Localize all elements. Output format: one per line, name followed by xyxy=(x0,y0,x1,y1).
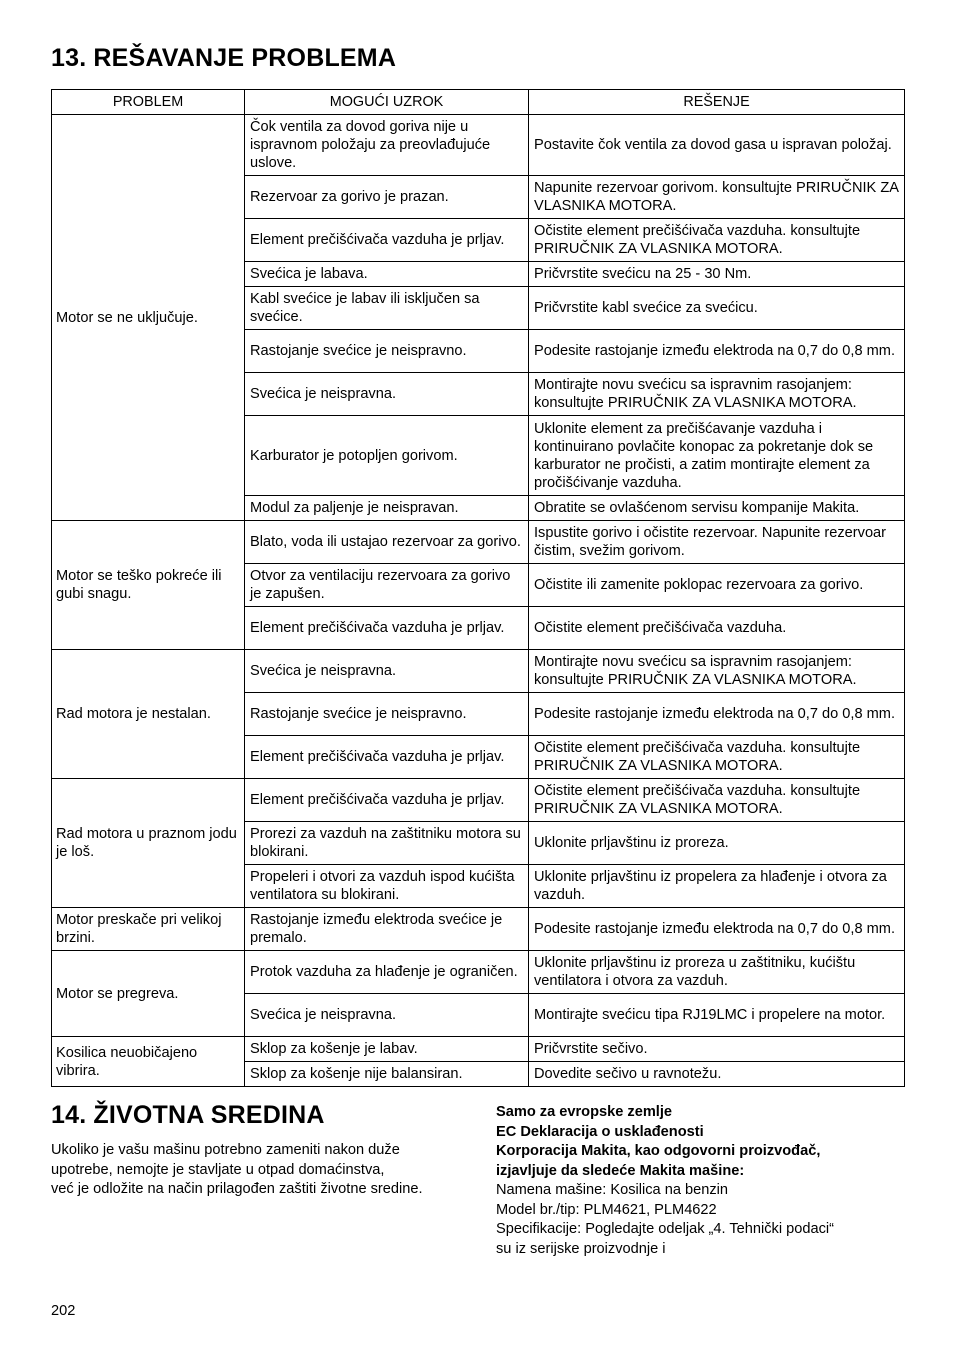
ec-bold-line: Korporacija Makita, kao odgovorni proizvođač, xyxy=(496,1143,821,1159)
ec-bold-line: EC Deklaracija o usklađenosti xyxy=(496,1123,704,1140)
troubleshooting-table xyxy=(51,89,905,1087)
ec-line: Specifikacije: Pogledajte odeljak „4. Tehnički podaci“ xyxy=(496,1221,835,1237)
solution-cell: Podesite rastojanje između elektroda na 0,7 do 0,8 mm. xyxy=(529,693,905,736)
ec-line: Namena mašine: Kosilica na benzin xyxy=(496,1182,729,1198)
cause-cell: Blato, voda ili ustajao rezervoar za gorivo. xyxy=(245,521,529,564)
ec-line: su iz serijske proizvodnje i xyxy=(496,1240,666,1257)
solution-cell: Pričvrstite svećicu na 25 - 30 Nm. xyxy=(529,262,905,287)
table-row xyxy=(52,115,905,176)
problem-cell: Motor se pregreva. xyxy=(52,951,245,1037)
cause-cell: Sklop za košenje je labav. xyxy=(245,1037,529,1062)
solution-cell: Pričvrstite sečivo. xyxy=(529,1037,905,1062)
page-number: 202 xyxy=(51,1303,76,1319)
solution-cell: Očistite element prečišćivača vazduha. xyxy=(529,607,905,650)
solution-cell: Ispustite gorivo i očistite rezervoar. Napunite rezervoar čistim, svežim gorivom. xyxy=(529,521,905,564)
section-14-number: 14. xyxy=(51,1101,87,1129)
paragraph-line: upotrebe, nemojte je stavljate u otpad domaćinstva, xyxy=(51,1161,385,1178)
solution-cell: Obratite se ovlašćenom servisu kompanije Makita. xyxy=(529,496,905,521)
column-header-solution: REŠENJE xyxy=(529,90,905,115)
cause-cell: Element prečišćivača vazduha je prljav. xyxy=(245,736,529,779)
solution-cell: Dovedite sečivo u ravnotežu. xyxy=(529,1062,905,1087)
section-13-number: 13. xyxy=(51,44,87,72)
cause-cell: Prorezi za vazduh na zaštitniku motora su blokirani. xyxy=(245,822,529,865)
cause-cell: Kabl svećice je labav ili isključen sa svećice. xyxy=(245,287,529,330)
section-14-title: ŽIVOTNA SREDINA xyxy=(93,1101,325,1129)
paragraph-line: već je odložite na način prilagođen zaštiti životne sredine. xyxy=(51,1181,423,1197)
problem-cell: Rad motora u praznom jodu je loš. xyxy=(52,779,245,908)
cause-cell: Svećica je neispravna. xyxy=(245,373,529,416)
cause-cell: Otvor za ventilaciju rezervoara za gorivo je zapušen. xyxy=(245,564,529,607)
cause-cell: Element prečišćivača vazduha je prljav. xyxy=(245,779,529,822)
cause-cell: Svećica je labava. xyxy=(245,262,529,287)
cause-cell: Svećica je neispravna. xyxy=(245,994,529,1037)
table-row xyxy=(52,1037,905,1062)
problem-cell: Motor se teško pokreće ili gubi snagu. xyxy=(52,521,245,650)
table-row xyxy=(52,951,905,994)
solution-cell: Pričvrstite kabl svećice za svećicu. xyxy=(529,287,905,330)
solution-cell: Uklonite prljavštinu iz proreza. xyxy=(529,822,905,865)
table-row xyxy=(52,521,905,564)
cause-cell: Karburator je potopljen gorivom. xyxy=(245,416,529,496)
cause-cell: Sklop za košenje nije balansiran. xyxy=(245,1062,529,1087)
problem-cell: Motor se ne uključuje. xyxy=(52,115,245,521)
solution-cell: Očistite element prečišćivača vazduha. konsultujte PRIRUČNIK ZA VLASNIKA MOTORA. xyxy=(529,736,905,779)
problem-cell: Motor preskače pri velikoj brzini. xyxy=(52,908,245,951)
table-row xyxy=(52,650,905,693)
table-body xyxy=(52,115,905,1087)
cause-cell: Protok vazduha za hlađenje je ograničen. xyxy=(245,951,529,994)
solution-cell: Postavite čok ventila za dovod gasa u ispravan položaj. xyxy=(529,115,905,176)
solution-cell: Uklonite prljavštinu iz propelera za hlađenje i otvora za vazduh. xyxy=(529,865,905,908)
table-row xyxy=(52,779,905,822)
section-13-heading xyxy=(51,44,396,73)
solution-cell: Podesite rastojanje između elektroda na 0,7 do 0,8 mm. xyxy=(529,908,905,951)
table-row xyxy=(52,908,905,951)
cause-cell: Rastojanje svećice je neispravno. xyxy=(245,330,529,373)
ec-bold-line: Samo za evropske zemlje xyxy=(496,1104,673,1120)
solution-cell: Montirajte novu svećicu sa ispravnim rasojanjem: konsultujte PRIRUČNIK ZA VLASNIKA MOTORA. xyxy=(529,373,905,416)
cause-cell: Rezervoar za gorivo je prazan. xyxy=(245,176,529,219)
column-header-cause: MOGUĆI UZROK xyxy=(245,90,529,115)
ec-bold-line: izjavljuje da sledeće Makita mašine: xyxy=(496,1162,745,1179)
cause-cell: Modul za paljenje je neispravan. xyxy=(245,496,529,521)
table-header-row xyxy=(52,90,905,115)
solution-cell: Montirajte novu svećicu sa ispravnim rasojanjem: konsultujte PRIRUČNIK ZA VLASNIKA MOTORA. xyxy=(529,650,905,693)
cause-cell: Element prečišćivača vazduha je prljav. xyxy=(245,219,529,262)
solution-cell: Uklonite prljavštinu iz proreza u zaštitniku, kućištu ventilatora i otvora za vazduh. xyxy=(529,951,905,994)
paragraph-line: Ukoliko je vašu mašinu potrebno zameniti nakon duže xyxy=(51,1142,400,1158)
cause-cell: Čok ventila za dovod goriva nije u ispravnom položaju za preovlađujuće uslove. xyxy=(245,115,529,176)
cause-cell: Propeleri i otvori za vazduh ispod kućišta ventilatora su blokirani. xyxy=(245,865,529,908)
environment-paragraph xyxy=(51,1141,423,1200)
solution-cell: Očistite element prečišćivača vazduha. konsultujte PRIRUČNIK ZA VLASNIKA MOTORA. xyxy=(529,219,905,262)
solution-cell: Uklonite element za prečišćavanje vazduha i kontinuirano povlačite konopac za pokretanje dok se karburator ne pročisti, a zatim montirajte element za pročišćivanje vazduha. xyxy=(529,416,905,496)
solution-cell: Podesite rastojanje između elektroda na 0,7 do 0,8 mm. xyxy=(529,330,905,373)
ec-declaration-block xyxy=(496,1103,834,1259)
cause-cell: Rastojanje između elektroda svećice je premalo. xyxy=(245,908,529,951)
solution-cell: Očistite ili zamenite poklopac rezervoara za gorivo. xyxy=(529,564,905,607)
cause-cell: Element prečišćivača vazduha je prljav. xyxy=(245,607,529,650)
column-header-problem: PROBLEM xyxy=(52,90,245,115)
section-13-title: REŠAVANJE PROBLEMA xyxy=(93,44,397,72)
solution-cell: Očistite element prečišćivača vazduha. konsultujte PRIRUČNIK ZA VLASNIKA MOTORA. xyxy=(529,779,905,822)
solution-cell: Napunite rezervoar gorivom. konsultujte PRIRUČNIK ZA VLASNIKA MOTORA. xyxy=(529,176,905,219)
problem-cell: Rad motora je nestalan. xyxy=(52,650,245,779)
cause-cell: Rastojanje svećice je neispravno. xyxy=(245,693,529,736)
solution-cell: Montirajte svećicu tipa RJ19LMC i propelere na motor. xyxy=(529,994,905,1037)
cause-cell: Svećica je neispravna. xyxy=(245,650,529,693)
section-14-heading xyxy=(51,1101,325,1130)
ec-line: Model br./tip: PLM4621, PLM4622 xyxy=(496,1201,717,1218)
problem-cell: Kosilica neuobičajeno vibrira. xyxy=(52,1037,245,1087)
